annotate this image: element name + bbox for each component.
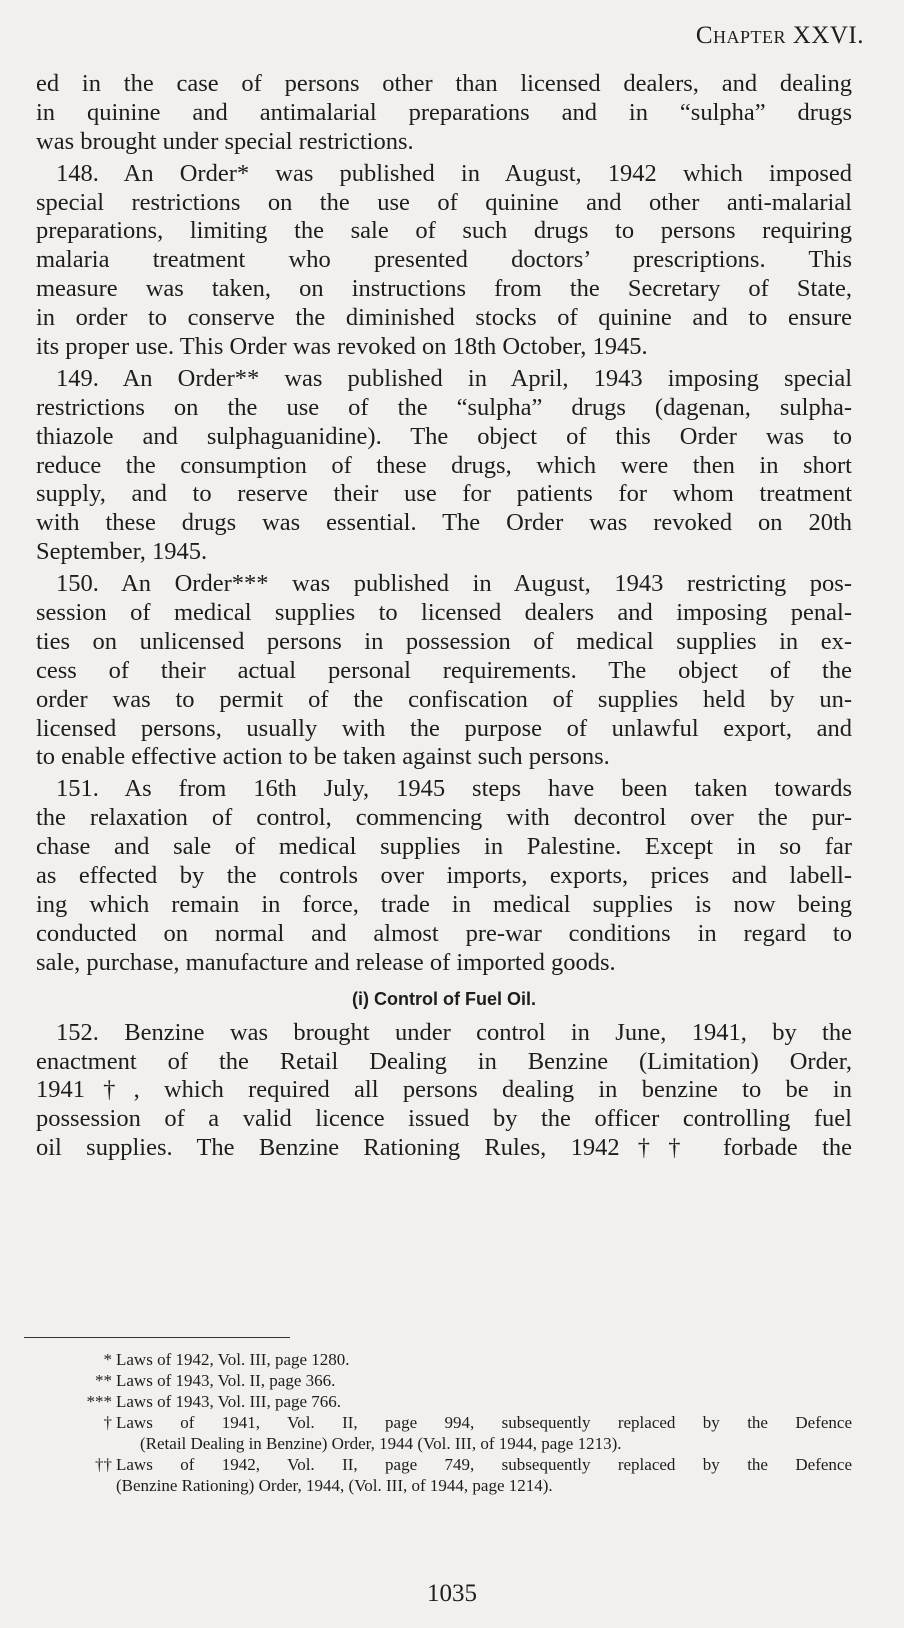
chapter-label: Chapter: [695, 22, 786, 49]
paragraph: [36, 70, 852, 157]
text-line: possession of a valid licence issued by the officer controlling fuel: [36, 1105, 852, 1133]
section-heading: (i) Control of Fuel Oil.: [352, 988, 536, 1009]
text-line: was brought under special restrictions.: [36, 127, 414, 155]
text-line: restrictions on the use of the “sulpha” drugs (dagenan, sulpha-: [36, 393, 852, 421]
footnote-marker: ***: [86, 1392, 112, 1411]
text-line: 149. An Order** was published in April, 1943 imposing special: [56, 364, 852, 392]
text-line: with these drugs was essential. The Order was revoked on 20th: [36, 509, 852, 537]
footnote-rule: [24, 1337, 290, 1338]
footnote-text: (Retail Dealing in Benzine) Order, 1944 (Vol. III, of 1944, page 1213).: [140, 1434, 622, 1453]
footnotes: [36, 1349, 852, 1496]
text-line: malaria treatment who presented doctors’ prescriptions. This: [36, 246, 852, 274]
footnote-text: Laws of 1943, Vol. III, page 766.: [116, 1392, 342, 1411]
paragraph: [36, 775, 852, 977]
text-line: in order to conserve the diminished stocks of quinine and to ensure: [36, 304, 852, 332]
text-line: ties on unlicensed persons in possession of medical supplies in ex-: [36, 627, 852, 655]
footnote-text: Laws of 1942, Vol. III, page 1280.: [116, 1350, 350, 1369]
paragraph: [36, 570, 852, 772]
text-line: September, 1945.: [36, 538, 208, 566]
text-line: sale, purchase, manufacture and release of imported goods.: [36, 948, 616, 976]
text-line: supply, and to reserve their use for patients for whom treatment: [36, 480, 852, 508]
footnote-text: Laws of 1941, Vol. II, page 994, subsequently replaced by the Defence: [116, 1413, 852, 1432]
text-line: reduce the consumption of these drugs, which were then in short: [36, 451, 852, 479]
text-line: ed in the case of persons other than licensed dealers, and dealing: [36, 70, 852, 97]
text-line: thiazole and sulphaguanidine). The object of this Order was to: [36, 422, 852, 450]
text-line: 150. An Order*** was published in August, 1943 restricting pos-: [56, 570, 852, 598]
text-line: the relaxation of control, commencing with decontrol over the pur-: [36, 804, 852, 832]
chapter-number: XXVI.: [792, 22, 864, 49]
footnote: [36, 1454, 852, 1496]
footnote-text: (Benzine Rationing) Order, 1944, (Vol. III, of 1944, page 1214).: [116, 1476, 553, 1495]
text-line: session of medical supplies to licensed dealers and imposing penal-: [36, 599, 852, 627]
text-line: oil supplies. The Benzine Rationing Rules, 1942†† forbade the: [36, 1134, 852, 1162]
footnote-marker: **: [95, 1371, 112, 1390]
text-line: to enable effective action to be taken against such persons.: [36, 743, 610, 771]
paragraph: [36, 160, 852, 362]
text-line: 1941†, which required all persons dealing in benzine to be in: [36, 1076, 852, 1104]
text-line: in quinine and antimalarial preparations and in “sulpha” drugs: [36, 98, 852, 126]
text-line: preparations, limiting the sale of such drugs to persons requiring: [36, 217, 852, 245]
page-number: 1035: [427, 1580, 477, 1607]
text-line: chase and sale of medical supplies in Palestine. Except in so far: [36, 833, 852, 861]
running-header: [696, 22, 864, 50]
paragraph: [36, 365, 852, 567]
text-line: enactment of the Retail Dealing in Benzine (Limitation) Order,: [36, 1047, 852, 1075]
text-line: order was to permit of the confiscation of supplies held by un-: [36, 685, 852, 713]
text-line: 152. Benzine was brought under control in June, 1941, by the: [56, 1018, 852, 1046]
body-text: [36, 70, 852, 1166]
text-line: ing which remain in force, trade in medical supplies is now being: [36, 890, 852, 918]
text-line: licensed persons, usually with the purpose of unlawful export, and: [36, 714, 852, 742]
footnote: [36, 1370, 852, 1391]
text-line: 151. As from 16th July, 1945 steps have been taken towards: [56, 775, 852, 803]
footnote-marker: †: [103, 1413, 112, 1432]
footnote-text: Laws of 1943, Vol. II, page 366.: [116, 1371, 336, 1390]
footnote: [36, 1412, 852, 1454]
footnote-marker: ††: [95, 1455, 112, 1474]
footnote-marker: *: [103, 1350, 112, 1369]
footnote: [36, 1349, 852, 1370]
text-line: its proper use. This Order was revoked on 18th October, 1945.: [36, 333, 648, 361]
footnote-text: Laws of 1942, Vol. II, page 749, subsequently replaced by the Defence: [116, 1455, 852, 1474]
text-line: measure was taken, on instructions from the Secretary of State,: [36, 275, 852, 303]
text-line: cess of their actual personal requirements. The object of the: [36, 656, 852, 684]
text-line: as effected by the controls over imports, exports, prices and labell-: [36, 862, 852, 890]
footnote: [36, 1391, 852, 1412]
text-line: special restrictions on the use of quinine and other anti-malarial: [36, 188, 852, 216]
text-line: 148. An Order* was published in August, 1942 which imposed: [56, 159, 852, 187]
paragraph: [36, 1019, 852, 1163]
text-line: conducted on normal and almost pre-war conditions in regard to: [36, 919, 852, 947]
